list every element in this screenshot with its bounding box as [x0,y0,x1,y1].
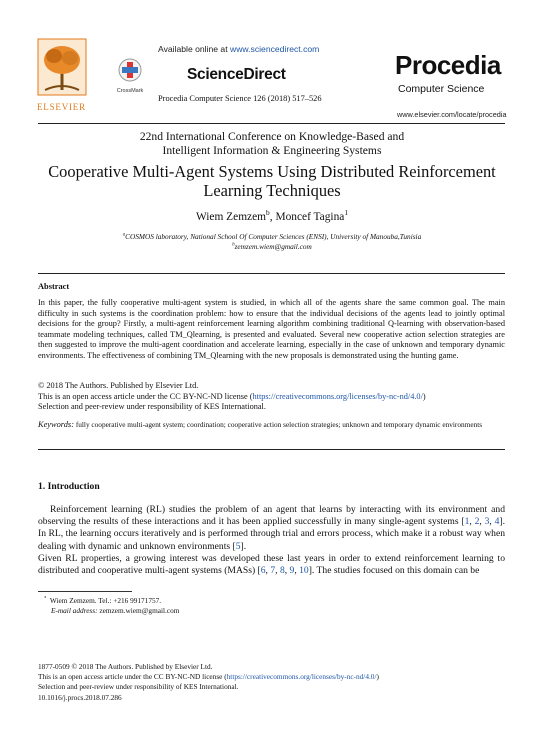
footer-license-suffix: ) [376,672,379,682]
p1-text-2: ]. In RL, the learning occurs iteratively and is performed through trial and errors process, which make it a robust way when dealing with dynamic and unknown environments [ [38,516,506,552]
footnote-divider [38,591,132,592]
footer-license-prefix: This is an open access article under the CC BY-NC-ND license ( [38,672,227,682]
footnote-contact-text: Wiem Zemzem. Tel.: +216 99171757. [49,596,162,605]
footnote-email [38,606,505,616]
citation-7[interactable]: 7 [270,565,276,577]
author-2-sup: 1 [344,208,349,218]
author-1-sup: b [266,208,270,218]
affiliation [0,232,544,241]
p1-text-1: Reinforcement learning (RL) studies the problem of an agent that learns by interacting with its environment and observing the results of these interactions and it has been applied successfully in many single-agent systems [ [38,504,505,528]
footer [38,662,505,703]
citation-3[interactable]: 3 [484,516,490,528]
intro-body [38,504,505,577]
p2-text-2: ]. The studies focused on this domain can be [308,565,480,577]
affiliation-sup: a [122,232,126,238]
elsevier-tree-icon [37,38,87,96]
procedia-url[interactable]: www.elsevier.com/locate/procedia [397,110,507,119]
license-line [38,392,505,403]
footer-doi[interactable]: 10.1016/j.procs.2018.07.286 [38,692,122,702]
author-email [0,242,544,251]
elsevier-logo [37,38,87,112]
affiliation-text: COSMOS laboratory, National School Of Computer Sciences (ENSI), University of Manouba,Tunisia [125,232,422,241]
license-suffix: ) [422,391,426,401]
title-line-2: Learning Techniques [203,181,341,201]
citation-2[interactable]: 2 [474,516,480,528]
keywords-label: Keywords: [38,420,74,429]
conference-line-1: 22nd International Conference on Knowledge-Based and [139,130,405,143]
citation-8[interactable]: 8 [279,565,285,577]
abstract-bottom-divider [38,449,505,450]
abstract-body: In this paper, the fully cooperative multi-agent system is studied, in which all of the agents share the same common goal. The main difficulty in such systems is the coordination problem: how to ensure that the individual decisions of the agents lead to jointly optimal decisions for the group? Firstly, a multi-agent reinforcement learning algorithm combining traditional Q-learning with observation-based teammate modeling techniques, called TM_Qlearning, is presented and evaluated. Several new cooperative action selection strategies are then suggested to improve the multi-agent coordination and accelerate learning, especially in the case of unknown and temporary dynamic environments. The effectiveness of combining TM_Qlearning with the new proposals is demonstrated using the hunting game. [38,298,505,360]
sciencedirect-link[interactable]: www.sciencedirect.com [230,44,320,54]
copyright-block [38,381,505,413]
footnote-email-label: E-mail address: [51,606,98,616]
copyright-line: © 2018 The Authors. Published by Elsevier Ltd. [38,381,199,390]
intro-heading: 1. Introduction [38,481,100,492]
journal-line: Procedia Computer Science 126 (2018) 517–526 [158,94,322,103]
email-text: zemzem.wiem@gmail.com [234,242,312,251]
crossmark-icon [112,57,148,83]
conference-line-2: Intelligent Information & Engineering Systems [162,143,382,157]
license-prefix: This is an open access article under the CC BY-NC-ND license ( [38,391,253,401]
footnote-email-value: zemzem.wiem@gmail.com [99,606,180,616]
intro-paragraph-1: Reinforcement learning (RL) studies the problem of an agent that learns by interacting with its environment and observing the results of these interactions and it has been applied successfully in many single-agent systems [1, 2, 3, 4]. In RL, the learning occurs iteratively and is performed through trial and errors process, which make it a robust way when dealing with dynamic and unknown environments [5]. [38,504,506,552]
procedia-brand: Procedia [395,50,501,80]
footnote-star: * [44,596,47,602]
citation-5[interactable]: 5 [235,540,241,552]
paper-title [0,162,544,201]
abstract-text [38,298,505,362]
author-1: Wiem Zemzem [195,211,267,223]
footer-license-link[interactable]: https://creativecommons.org/licenses/by-nc-nd/4.0/ [226,672,377,682]
title-line-1: Cooperative Multi-Agent Systems Using Distributed Reinforcement [48,162,496,181]
author-separator: , [269,211,276,223]
elsevier-label: ELSEVIER [37,102,86,112]
citation-10[interactable]: 10 [299,565,309,577]
abstract-top-divider [38,273,505,274]
author-2: Moncef Tagina [275,211,345,223]
footer-issn: 1877-0509 © 2018 The Authors. Published by Elsevier Ltd. [38,662,213,671]
footer-peer-review: Selection and peer-review under responsibility of KES International. [38,682,239,692]
keywords-text: fully cooperative multi-agent system; coordination; cooperative action selection strategies; unknown and temporary dynamic environments [75,420,483,429]
citation-6[interactable]: 6 [260,565,266,577]
p2-text-1: Given RL properties, a growing interest was developed these last years in order to extend reinforcement learning to distributed and cooperative multi-agent systems (MASs) [ [38,552,505,577]
authors [0,208,544,223]
sciencedirect-brand: ScienceDirect [187,66,286,83]
email-sup: b [232,242,235,248]
conference-name [0,130,544,157]
citation-1[interactable]: 1 [464,516,470,528]
peer-review-line: Selection and peer-review under responsibility of KES International. [38,402,266,412]
crossmark-logo[interactable] [112,57,148,94]
available-online-prefix: Available online at [158,44,230,54]
crossmark-label: CrossMark [116,88,144,94]
citation-4[interactable]: 4 [494,516,500,528]
footnote-contact [38,596,505,606]
abstract-heading: Abstract [38,282,70,291]
license-link[interactable]: https://creativecommons.org/licenses/by-nc-nd/4.0/ [252,391,423,401]
available-online [158,44,319,54]
procedia-subtitle: Computer Science [398,83,485,95]
intro-paragraph-2: Given RL properties, a growing interest was developed these last years in order to extend reinforcement learning to distributed and cooperative multi-agent systems (MASs) [6, 7, 8, 9, 10]. The studies focused on this domain can be [38,552,505,577]
keywords [38,420,505,430]
footnote [38,596,505,617]
citation-9[interactable]: 9 [289,565,295,577]
header-divider [38,123,505,124]
footer-license [38,672,505,682]
p1-text-3: ]. [240,540,247,552]
